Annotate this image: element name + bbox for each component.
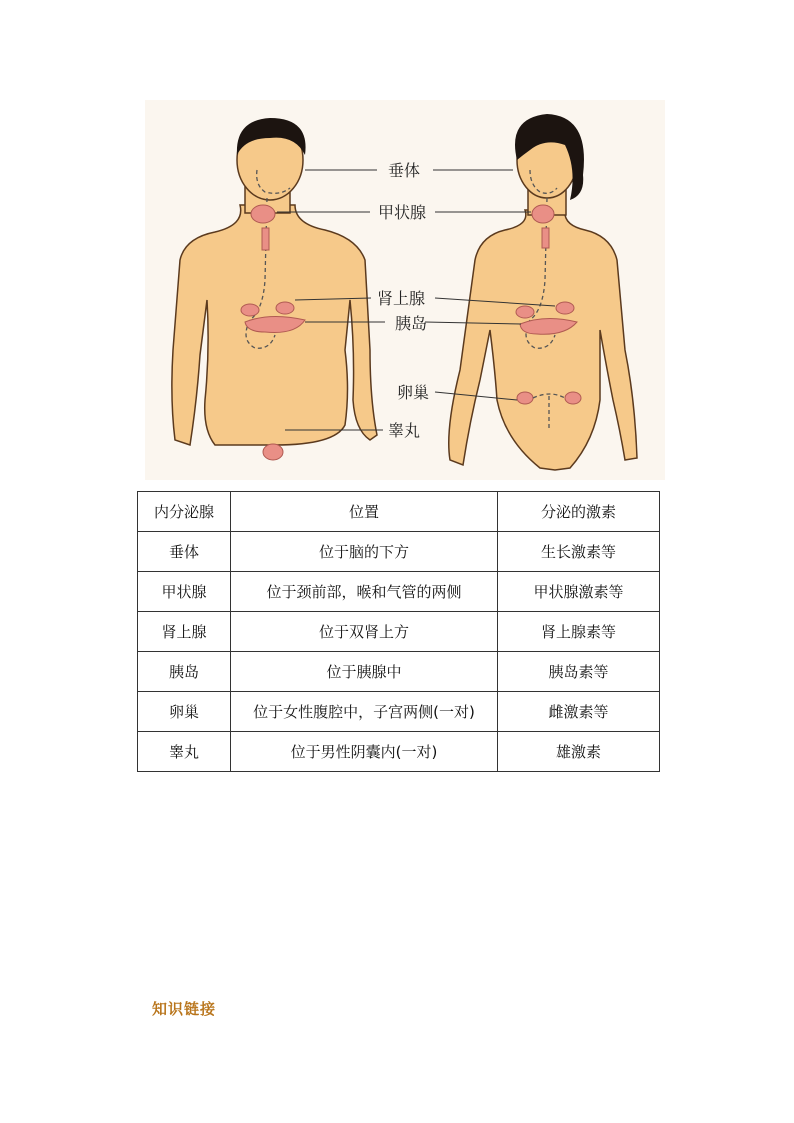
male-adrenal-left-mark — [241, 304, 259, 316]
cell-location: 位于脑的下方 — [231, 532, 498, 572]
header-gland: 内分泌腺 — [138, 492, 231, 532]
cell-location: 位于双肾上方 — [231, 612, 498, 652]
cell-location: 位于女性腹腔中，子宫两侧(一对) — [231, 692, 498, 732]
cell-hormone: 甲状腺激素等 — [498, 572, 660, 612]
cell-location: 位于颈前部，喉和气管的两侧 — [231, 572, 498, 612]
table-header — [138, 492, 660, 532]
female-trachea-mark — [542, 228, 549, 248]
endocrine-gland-table — [137, 491, 660, 772]
knowledge-link-heading: 知识链接 — [152, 1000, 217, 1018]
male-testis-mark — [263, 444, 283, 460]
label-adrenal: 肾上腺 — [377, 289, 426, 308]
female-thyroid-mark — [532, 205, 554, 223]
male-adrenal-right-mark — [276, 302, 294, 314]
cell-hormone: 肾上腺素等 — [498, 612, 660, 652]
male-thyroid-mark — [251, 205, 275, 223]
table-row — [138, 692, 660, 732]
female-adrenal-right-mark — [556, 302, 574, 314]
label-pituitary: 垂体 — [388, 161, 421, 180]
cell-location: 位于男性阴囊内(一对) — [231, 732, 498, 772]
male-trachea-mark — [262, 228, 269, 250]
table-header-row — [138, 492, 660, 532]
table-body — [138, 532, 660, 772]
table-row — [138, 652, 660, 692]
label-ovary: 卵巢 — [397, 383, 430, 402]
cell-hormone: 雌激素等 — [498, 692, 660, 732]
cell-hormone: 雄激素 — [498, 732, 660, 772]
female-adrenal-left-mark — [516, 306, 534, 318]
female-ovary-left-mark — [517, 392, 533, 404]
header-location: 位置 — [231, 492, 498, 532]
endocrine-figure — [145, 100, 665, 480]
endocrine-illustration — [145, 100, 665, 480]
header-hormone: 分泌的激素 — [498, 492, 660, 532]
cell-gland: 胰岛 — [138, 652, 231, 692]
cell-gland: 卵巢 — [138, 692, 231, 732]
table-row — [138, 572, 660, 612]
cell-gland: 睾丸 — [138, 732, 231, 772]
female-ovary-right-mark — [565, 392, 581, 404]
label-islets: 胰岛 — [395, 314, 428, 333]
table-row — [138, 612, 660, 652]
table-row — [138, 532, 660, 572]
label-thyroid: 甲状腺 — [378, 203, 427, 222]
label-testis: 睾丸 — [388, 421, 421, 440]
cell-gland: 甲状腺 — [138, 572, 231, 612]
cell-gland: 垂体 — [138, 532, 231, 572]
cell-hormone: 生长激素等 — [498, 532, 660, 572]
table-row — [138, 732, 660, 772]
cell-hormone: 胰岛素等 — [498, 652, 660, 692]
cell-gland: 肾上腺 — [138, 612, 231, 652]
cell-location: 位于胰腺中 — [231, 652, 498, 692]
